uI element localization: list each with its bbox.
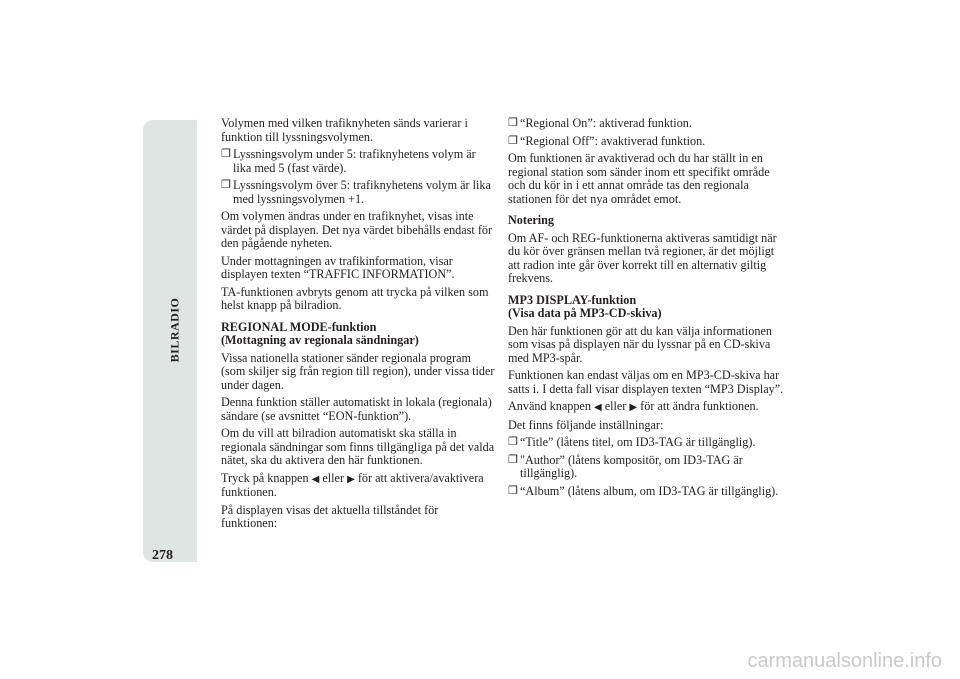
list-item <box>221 179 496 206</box>
list-item-text: “Regional Off”: avaktiverad funktion. <box>520 133 706 148</box>
paragraph: TA-funktionen avbryts genom att trycka på vilken som helst knapp på bilradion. <box>221 284 489 312</box>
chapter-label: BILRADIO <box>167 297 182 363</box>
list-item-text: “Title” (låtens titel, om ID3-TAG är tillgänglig). <box>520 435 756 449</box>
checkbox-bullet-icon: ❐ <box>221 148 231 160</box>
left-column <box>221 117 496 535</box>
paragraph: På displayen visas det aktuella tillståndet för funktionen: <box>221 502 439 530</box>
list-item-text: “Album” (låtens album, om ID3-TAG är tillgänglig). <box>520 483 779 498</box>
text-run: eller <box>322 470 345 485</box>
text-run: Använd knappen <box>508 399 591 413</box>
list-item <box>508 135 788 149</box>
section-heading <box>508 214 788 228</box>
right-column <box>508 117 788 502</box>
checkbox-bullet-icon: ❐ <box>508 134 518 147</box>
list-item <box>508 436 788 450</box>
list-item <box>221 148 496 175</box>
paragraph: Denna funktion ställer automatiskt in lokala (regionala) sändare (se avsnittet “EON-funktion”). <box>221 395 492 423</box>
text-run: eller <box>604 399 627 413</box>
heading-title: MP3 DISPLAY-funktion <box>508 292 637 307</box>
list-item-text: "Author” (låtens kompositör, om ID3-TAG är tillgänglig). <box>520 452 743 480</box>
checkbox-bullet-icon: ❐ <box>508 453 518 466</box>
list-item <box>508 485 788 499</box>
list-item-text: Lyssningsvolym under 5: trafiknyhetens volym är lika med 5 (fast värde). <box>233 147 476 175</box>
text-run: för att aktivera/avaktivera funktionen. <box>221 470 484 499</box>
paragraph: Om AF- och REG-funktionerna aktiveras samtidigt när du kör över gränsen mellan två regioner, är det möjligt att radion inte går över korrekt till en alternativ giltig frekvens. <box>508 230 777 285</box>
paragraph: Funktionen kan endast väljas om en MP3-CD-skiva har satts i. I detta fall visar displayen texten “MP3 Display”. <box>508 368 784 396</box>
section-heading <box>508 294 788 321</box>
paragraph: Om du vill att bilradion automatiskt ska ställa in regionala sändningar som finns tillgängliga på det valda nätet, ska du aktivera den här funktionen. <box>221 426 495 467</box>
checkbox-bullet-icon: ❐ <box>508 436 518 448</box>
heading-subtitle: (Mottagning av regionala sändningar) <box>221 333 419 347</box>
right-arrow-icon: ▶ <box>629 402 638 413</box>
paragraph: Om funktionen är avaktiverad och du har ställt in en regional station som sänder inom ett specifikt område och du kör in i ett annat område tas den regionala stationen för det nya området emot. <box>508 151 770 206</box>
paragraph: Under mottagningen av trafikinformation, visar displayen texten “TRAFFIC INFORMATION”. <box>221 253 455 281</box>
paragraph <box>221 472 496 500</box>
section-heading <box>221 321 496 348</box>
text-run: för att ändra funktionen. <box>640 399 759 413</box>
paragraph <box>508 400 788 415</box>
page-number: 278 <box>152 548 173 563</box>
right-arrow-icon: ▶ <box>347 473 355 485</box>
left-arrow-icon: ◀ <box>311 473 320 485</box>
left-arrow-icon: ◀ <box>593 402 602 413</box>
checkbox-bullet-icon: ❐ <box>221 179 231 191</box>
list-item <box>508 454 788 481</box>
list-item <box>508 117 788 131</box>
paragraph: Volymen med vilken trafiknyheten sänds varierar i funktion till lyssningsvolymen. <box>221 116 468 144</box>
checkbox-bullet-icon: ❐ <box>508 117 518 129</box>
list-item-text: Lyssningsvolym över 5: trafiknyhetens volym är lika med lyssningsvolymen +1. <box>233 178 491 206</box>
paragraph: Den här funktionen gör att du kan välja informationen som visas på displayen när du lyssnar på en CD-skiva med MP3-spår. <box>508 323 772 365</box>
paragraph: Om volymen ändras under en trafiknyhet, visas inte värdet på displayen. Det nya värdet bibehålls endast för den pågående nyheten. <box>221 209 493 250</box>
heading-subtitle: (Visa data på MP3-CD-skiva) <box>508 306 662 320</box>
paragraph: Vissa nationella stationer sänder regionala program (som skiljer sig från region till region), under vissa tider under dagen. <box>221 350 495 392</box>
text-run: Tryck på knappen <box>221 470 309 485</box>
checkbox-bullet-icon: ❐ <box>508 484 518 497</box>
heading-title: Notering <box>508 213 555 227</box>
list-item-text: “Regional On”: aktiverad funktion. <box>520 116 692 130</box>
heading-title: REGIONAL MODE-funktion <box>221 319 377 334</box>
watermark: carmanualsonline.info <box>747 650 942 672</box>
paragraph: Det finns följande inställningar: <box>508 417 664 432</box>
